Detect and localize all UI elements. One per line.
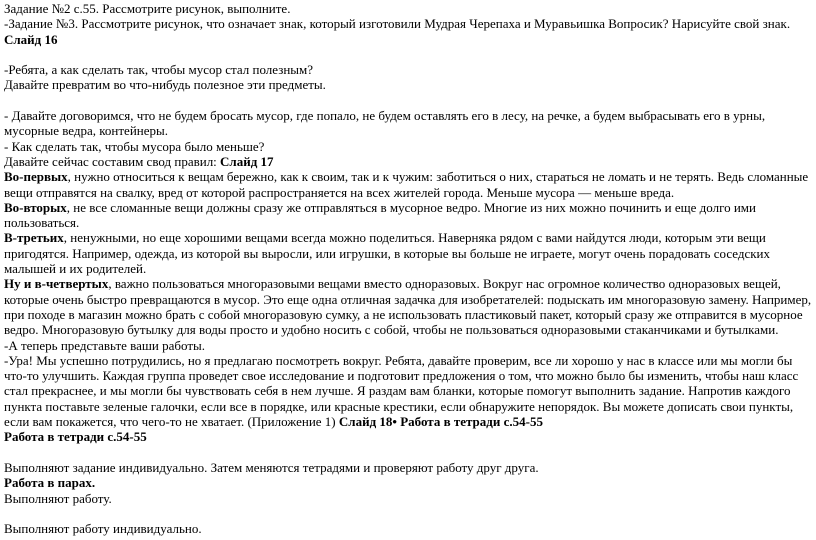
bold-text: Слайд 18• Работа в тетради с.54-55 <box>338 414 543 430</box>
text: -Ребята, а как сделать так, чтобы мусор стал полезным? <box>4 62 314 78</box>
blank-line <box>4 47 816 62</box>
paragraph <box>4 491 816 506</box>
paragraph <box>4 154 816 169</box>
paragraph <box>4 276 816 337</box>
paragraph <box>4 169 816 200</box>
bold-text: Во-вторых <box>4 199 67 215</box>
paragraph <box>4 353 816 429</box>
paragraph <box>4 521 816 536</box>
blank-line <box>4 506 816 521</box>
paragraph <box>4 16 816 47</box>
text: Выполняют задание индивидуально. Затем меняются тетрадями и проверяют работу друг друга. <box>4 459 539 475</box>
paragraph <box>4 338 816 353</box>
text: Давайте сейчас составим свод правил: <box>4 153 221 169</box>
text: Выполняют работу индивидуально. <box>4 521 202 537</box>
bold-text: Работа в тетради с.54-55 <box>4 429 147 445</box>
text: -Ура! Мы успешно потрудились, но я предлагаю посмотреть вокруг. Ребята, давайте проверим, все ли хорошо у нас в классе или мы могли бы что-то улучшить. Каждая группа проведет свое исследование и подготовит предложения о том, что можно было бы изменить, чтобы наш класс стал прекраснее, и мы могли бы чувствовать себя в нем лучше. Я раздам вам бланки, которые помогут выполнить задание. Напротив каждого пункта поставьте зеленые галочки, если все в порядке, или красные крестики, если обнаружите непорядок. Вы можете дописать свои пункты, если вам покажется, что чего-то не хватает. (Приложение 1) <box>4 352 799 430</box>
bold-text: Во-первых <box>4 169 68 185</box>
bold-text: Работа в парах. <box>4 475 96 491</box>
text: , не все сломанные вещи должны сразу же отправляться в мусорное ведро. Многие из них можно починить и еще долго ими пользоваться. <box>4 199 756 231</box>
text: -А теперь представьте ваши работы. <box>4 337 205 353</box>
text: Задание №2 с.55. Рассмотрите рисунок, выполните. <box>4 1 291 16</box>
text: - Давайте договоримся, что не будем бросать мусор, где попало, не будем оставлять его в лесу, на речке, а будем выбрасывать его в урны, мусорные ведра, контейнеры. <box>4 108 766 139</box>
bold-text: В-третьих <box>4 230 64 246</box>
paragraph <box>4 429 816 444</box>
text: -Задание №3. Рассмотрите рисунок, что означает знак, который изготовили Мудрая Черепаха и Муравьишка Вопросик? Нарисуйте свой знак. <box>4 16 791 32</box>
paragraph <box>4 77 816 92</box>
paragraph <box>4 139 816 154</box>
text: , нужно относиться к вещам бережно, как к своим, так и к чужим: заботиться о них, стараться не ломать и не терять. Ведь сломанные вещи отправятся на свалку, вред от которой распространяется на всех жителей города. Меньше мусора — меньше вреда. <box>4 169 809 200</box>
bold-text: Слайд 17 <box>220 153 274 169</box>
paragraph <box>4 230 816 276</box>
paragraph <box>4 200 816 231</box>
blank-line <box>4 93 816 108</box>
paragraph <box>4 62 816 77</box>
text: Выполняют работу. <box>4 490 112 506</box>
text: Давайте превратим во что-нибудь полезное эти предметы. <box>4 77 326 93</box>
text: , важно пользоваться многоразовыми вещами вместо одноразовых. Вокруг нас огромное количество одноразовых вещей, которые очень быстро превращаются в мусор. Это еще одна отличная задачка для изобретателей: подыскать им многоразовую замену. Например, при походе в магазин можно брать с собой многоразовую сумку, а не использовать пластиковый пакет, который сразу же отправится в мусорное ведро. Многоразовую бутылку для воды просто и удобно носить с собой, чтобы не пользоваться одноразовыми стаканчиками и бутылками. <box>4 276 812 338</box>
bold-text: Слайд 16 <box>4 31 58 47</box>
blank-line <box>4 445 816 460</box>
paragraph <box>4 460 816 475</box>
bold-text: Ну и в-четвертых <box>4 276 109 292</box>
text: , ненужными, но еще хорошими вещами всегда можно поделиться. Наверняка рядом с вами найдутся люди, которым эти вещи пригодятся. Например, одежда, из которой вы выросли, или игрушки, в которые вы больше не играете, могут очень порадовать соседских малышей и их родителей. <box>4 230 771 277</box>
paragraph <box>4 475 816 490</box>
paragraph <box>4 1 816 16</box>
paragraph <box>4 108 816 139</box>
text: - Как сделать так, чтобы мусора было меньше? <box>4 138 265 154</box>
